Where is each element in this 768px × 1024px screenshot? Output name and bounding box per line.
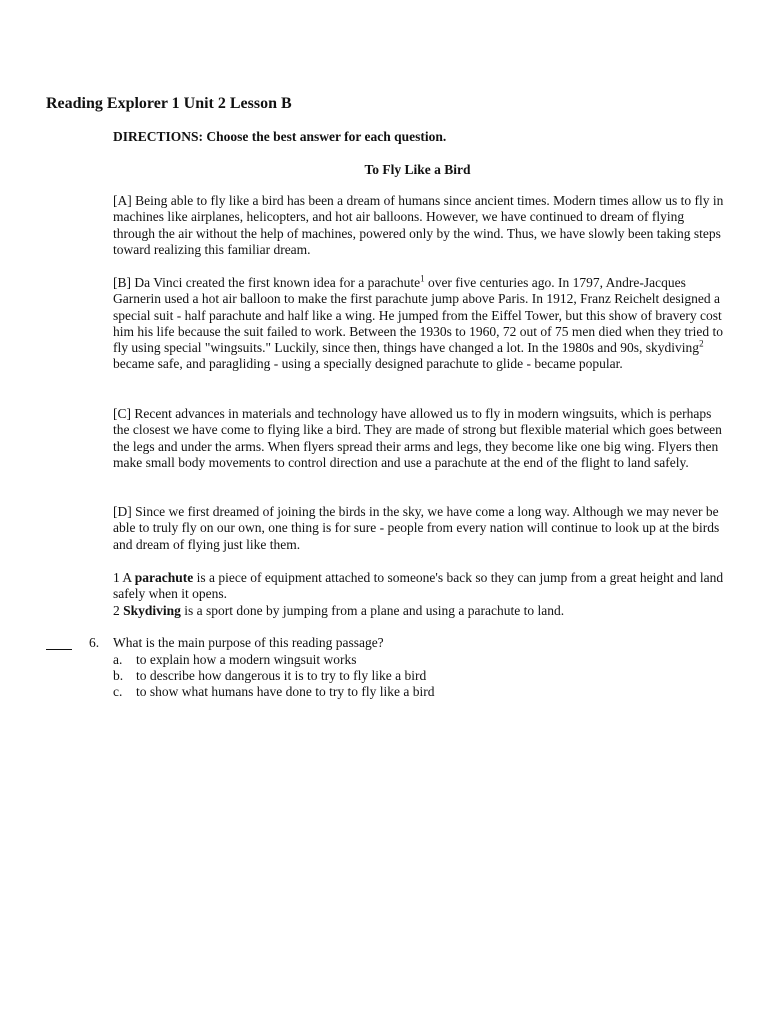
page-title: Reading Explorer 1 Unit 2 Lesson B xyxy=(46,95,292,112)
question-text: What is the main purpose of this reading passage? xyxy=(113,635,384,650)
footnote-1-term: parachute xyxy=(134,570,194,585)
question-number: 6. xyxy=(89,635,100,650)
footnote-2-term: Skydiving xyxy=(123,602,181,618)
paragraph-b-part-1: [B] Da Vinci created the first known idea for a parachute xyxy=(113,275,421,290)
footnote-2-prefix: 2 xyxy=(113,602,124,618)
option-a-text: to explain how a modern wingsuit works xyxy=(136,652,357,667)
paragraph-b-part-3: became safe, and paragliding - using a specially designed parachute to glide - became popular. xyxy=(113,356,623,372)
footnote-ref-2: 2 xyxy=(699,338,704,349)
option-c-text: to show what humans have done to try to fly like a bird xyxy=(136,684,435,699)
footnote-1-text: is a piece of equipment attached to someone's back so they can jump from a great height and land safely when it opens. xyxy=(113,570,724,602)
paragraph-b-part-2: over five centuries ago. In 1797, Andre-Jacques Garnerin used a hot air balloon to make the first parachute jump above Paris. In 1912, Franz Reichelt designed a special suit - half parachute and half like a wing. He jumped from the Eiffel Tower, but this show of bravery cost him his life because the suit failed to work. Between the 1930s to 1960, 72 out of 75 men died when they tried to fly using special "wingsuits." Luckily, since then, things have changed a lot. In the 1980s and 90s, skydiving xyxy=(113,275,723,356)
answer-blank[interactable] xyxy=(46,635,72,650)
footnote-ref-1: 1 xyxy=(420,273,425,284)
passage-title: To Fly Like a Bird xyxy=(364,162,471,177)
option-c-letter: c. xyxy=(113,684,123,699)
option-b-letter: b. xyxy=(113,668,124,683)
footnote-1-prefix: 1 A xyxy=(113,570,135,585)
directions: DIRECTIONS: Choose the best answer for each question. xyxy=(113,129,447,144)
option-a-letter: a. xyxy=(113,652,123,667)
paragraph-d: [D] Since we first dreamed of joining the birds in the sky, we have come a long way. Although we may never be able to truly fly on our own, one thing is for sure - people from every nation will continue to look up at the birds and dream of flying just like them. xyxy=(113,504,720,552)
footnotes xyxy=(113,570,725,619)
option-b-text: to describe how dangerous it is to try to fly like a bird xyxy=(136,668,427,683)
footnote-2 xyxy=(113,603,725,619)
paragraph-a: [A] Being able to fly like a bird has been a dream of humans since ancient times. Modern times allow us to fly in machines like airplanes, helicopters, and hot air balloons. However, we have continued to dream of flying through the air without the help of machines, powered only by the wind. Thus, we have slowly been taking steps toward realizing this familiar dream. xyxy=(113,193,724,257)
footnote-1 xyxy=(113,570,725,603)
paragraph-c: [C] Recent advances in materials and technology have allowed us to fly in modern wingsuits, which is perhaps the closest we have come to flying like a bird. They are made of strong but flexible material which goes between the legs and under the arms. When flyers spread their arms and legs, they become like one big wing. Flyers then make small body movements to control direction and use a parachute at the end of the flight to land safely. xyxy=(113,406,722,470)
paragraph-b xyxy=(113,275,725,373)
footnote-2-text: is a sport done by jumping from a plane and using a parachute to land. xyxy=(180,602,565,618)
